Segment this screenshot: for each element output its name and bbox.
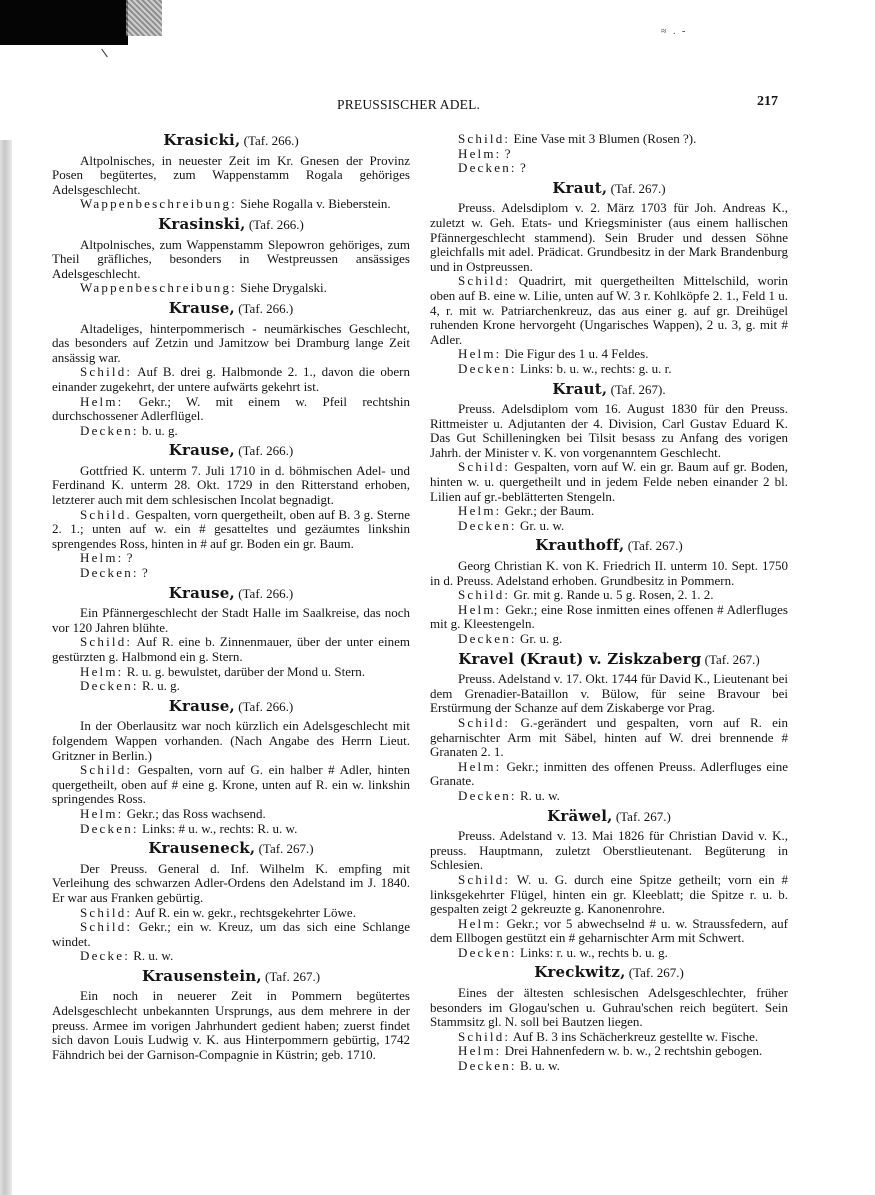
blazon-label: Wappenbeschreibung: bbox=[80, 196, 237, 212]
blazon-decken bbox=[52, 566, 410, 581]
blazon-text: Auf R. eine b. Zinnenmauer, über der unter einem gestürzten g. Halbmond ein g. Stern. bbox=[52, 634, 410, 664]
blazon-text: b. u. g. bbox=[138, 422, 178, 438]
blazon-schild bbox=[430, 873, 788, 917]
blazon-schild bbox=[52, 920, 410, 949]
blazon-text: Gespalten, vorn quergetheilt, oben auf B. 3 g. Sterne 2. 1.; unten auf w. ein # gesatteltes und gezäumtes linkshin sprengendes Ross, hinten in # auf gr. Boden ein gr. Baum. bbox=[52, 506, 410, 551]
entry-description bbox=[430, 559, 788, 588]
blazon-helm bbox=[52, 665, 410, 680]
entry-heading bbox=[52, 966, 410, 985]
plate-reference: (Taf. 267.) bbox=[628, 965, 684, 981]
scan-artifact-tick bbox=[101, 49, 108, 58]
entry-description bbox=[430, 829, 788, 873]
entry-description bbox=[430, 201, 788, 274]
entry-heading bbox=[430, 649, 788, 668]
entry-description bbox=[52, 606, 410, 635]
blazon-text: Gekr.; vor 5 abwechselnd # u. w. Straussfedern, auf dem Ellbogen gestützt ein # geharnischter Arm mit Schwert. bbox=[430, 915, 788, 946]
blazon-label: Schild: bbox=[458, 459, 511, 475]
family-name: Krause, bbox=[168, 441, 235, 460]
blazon-text: Auf B. drei g. Halbmonde 2. 1., davon die obern einander zugekehrt, der untere aufwärts gekehrt ist. bbox=[52, 364, 410, 394]
blazon-label: Helm: bbox=[80, 663, 124, 679]
blazon-text: ? bbox=[516, 160, 526, 176]
blazon-label: Decken: bbox=[458, 517, 517, 533]
blazon-text: ? bbox=[138, 565, 148, 581]
armorial-entry bbox=[52, 966, 410, 1063]
blazon-label: Helm: bbox=[458, 758, 502, 774]
blazon-text: Gekr.; der Baum. bbox=[501, 503, 595, 519]
blazon-wappenbeschreibung bbox=[52, 281, 410, 296]
entry-heading bbox=[52, 443, 410, 459]
blazon-label: Schild: bbox=[80, 904, 133, 920]
family-name: Krause, bbox=[168, 298, 235, 317]
family-name: Krausenstein, bbox=[141, 966, 262, 985]
entry-heading bbox=[52, 583, 410, 602]
blazon-text: Auf B. 3 ins Schächerkreuz gestellte w. Fische. bbox=[510, 1028, 759, 1044]
blazon-decken bbox=[52, 424, 410, 439]
plate-reference: (Taf. 266.) bbox=[248, 216, 304, 232]
blazon-text: Gekr.; inmitten des offenen Preuss. Adlerfluges eine Granate. bbox=[430, 758, 788, 789]
entry-heading bbox=[52, 696, 410, 715]
blazon-schild bbox=[52, 365, 410, 394]
blazon-text: Gr. u. g. bbox=[516, 631, 563, 646]
blazon-label: Decken: bbox=[458, 360, 517, 376]
blazon-text: Ein noch in neuerer Zeit in Pommern begütertes Adelsgeschlecht unbekannten Ursprungs, aus dem mehrere in der preuss. Armee im vorigen Jahrhundert gedient haben; zuerst findet sich davon Louis Ludwig v. K. aus Hinterpommern gebürtig, 1742 Fähndrich bei der Garnison-Compagnie in Küstrin; geb. 1710. bbox=[52, 988, 410, 1062]
blazon-text: Gottfried K. unterm 7. Juli 1710 in d. böhmischen Adel- und Ferdinand K. unterm 28. Okt. 1729 in den Ritterstand erhoben, letzterer auch mit dem schlesischen Incolat begnadigt. bbox=[52, 462, 410, 508]
entry-heading bbox=[430, 965, 788, 981]
blazon-decken bbox=[52, 822, 410, 837]
plate-reference: (Taf. 267). bbox=[610, 381, 666, 397]
blazon-label: Decken: bbox=[458, 787, 517, 803]
blazon-text: Die Figur des 1 u. 4 Feldes. bbox=[501, 346, 649, 362]
running-head: PREUSSISCHER ADEL. bbox=[337, 97, 481, 112]
blazon-text: Auf R. ein w. gekr., rechtsgekehrter Löwe. bbox=[132, 904, 356, 920]
blazon-label: Schild: bbox=[458, 131, 511, 146]
blazon-text: Altpolnisches, zum Wappenstamm Slepowron gehöriges, zum Theil gräfliches, besonders in Westpreussen ansässiges Adelsgeschlecht. bbox=[52, 236, 410, 281]
family-name: Kraut, bbox=[552, 178, 608, 197]
blazon-label: Schild: bbox=[80, 364, 133, 380]
blazon-label: Helm: bbox=[458, 503, 502, 519]
family-name: Kreckwitz, bbox=[534, 963, 626, 982]
blazon-label: Helm: bbox=[458, 1043, 502, 1059]
armorial-entry bbox=[52, 298, 410, 438]
blazon-helm bbox=[430, 504, 788, 519]
plate-reference: (Taf. 266.) bbox=[238, 443, 294, 459]
armorial-entry bbox=[430, 379, 788, 534]
blazon-schild bbox=[430, 1030, 788, 1045]
blazon-label: Schild: bbox=[458, 714, 511, 730]
family-name: Kraut, bbox=[552, 379, 608, 398]
blazon-text: W. u. G. durch eine Spitze getheilt; vorn ein # linksgekehrter Flügel, hinten ein gr. Kleeblatt; die Spitze r. u. b. gespalten zeigt 2 gekreuzte g. Kanonenrohre. bbox=[430, 871, 788, 917]
blazon-text: Gespalten, vorn auf W. ein gr. Baum auf gr. Boden, hinten w. u. quergetheilt und in jedem Felde neben einander 2 bl. Lilien auf gr.-beblätterten Stengeln. bbox=[430, 459, 788, 504]
armorial-entry bbox=[52, 841, 410, 964]
blazon-text: Preuss. Adelsdiplom v. 2. März 1703 für Joh. Andreas K., zuletzt w. Geh. Etats- und Kriegsminister (aus einem hallischen Pfännergeschlecht stammend). Sein Bruder und dessen Söhne gleichfalls mit adel. Prädicat. Grundbesitz in der Mark Brandenburg und in Ostpreussen. bbox=[430, 200, 788, 274]
entry-description bbox=[52, 154, 410, 198]
blazon-text: Gr. mit g. Rande u. 5 g. Rosen, 2. 1. 2. bbox=[510, 587, 714, 603]
family-name: Kräwel, bbox=[547, 806, 613, 825]
blazon-helm bbox=[430, 147, 788, 162]
blazon-helm bbox=[52, 395, 410, 424]
family-name: Krauthoff, bbox=[535, 536, 625, 555]
armorial-entry bbox=[52, 696, 410, 836]
blazon-text: ? bbox=[501, 145, 511, 161]
armorial-entry bbox=[430, 649, 788, 804]
family-name: Krauseneck, bbox=[148, 839, 256, 858]
blazon-label: Wappenbeschreibung: bbox=[80, 280, 237, 296]
blazon-text: R. u. w. bbox=[130, 948, 174, 964]
blazon-text: Preuss. Adelsdiplom vom 16. August 1830 für den Preuss. Rittmeister u. Adjutanten der 4. Division, Carl Gustav Eduard K. Das Gut Schilleningken bei Tilsit besass zu Anfang des vorigen Jahrh. der Minister v. K. von vorgenanntem Geschlecht. bbox=[430, 401, 788, 460]
blazon-text: Gekr.; W. mit einem w. Pfeil rechtshin durchschossener Adlerflügel. bbox=[52, 393, 410, 424]
blazon-text: Gespalten, vorn auf G. ein halber # Adler, hinten quergetheilt, oben auf # eine g. Krone, unten auf R. ein w. linkshin springendes Ross. bbox=[52, 762, 410, 807]
entry-heading bbox=[52, 214, 410, 233]
blazon-text: Links: # u. w., rechts: R. u. w. bbox=[138, 820, 298, 836]
blazon-text: Gekr.; eine Rose inmitten eines offenen # Adlerfluges mit g. Kleestengeln. bbox=[430, 601, 788, 632]
plate-reference: (Taf. 267.) bbox=[615, 808, 671, 824]
blazon-label: Helm: bbox=[80, 550, 124, 566]
blazon-helm bbox=[430, 917, 788, 946]
blazon-text: ? bbox=[123, 550, 133, 566]
page-number: 217 bbox=[757, 94, 778, 109]
family-name: Krasicki, bbox=[163, 131, 241, 149]
blazon-decken bbox=[430, 362, 788, 377]
blazon-helm bbox=[430, 347, 788, 362]
entry-description bbox=[52, 322, 410, 366]
blazon-text: Quadrirt, mit quergetheilten Mittelschild, worin oben auf B. eine w. Lilie, unten auf W. 3 r. Kohlköpfe 2. 1., Feld 1 u. 4, r. mit w. Patriarchenkreuz, das aus einer g. auf gr. Dreihügel ruhenden Krone hervorgeht (Ungarisches Wappen), 2 u. 3, g. mit # Adler. bbox=[430, 273, 788, 347]
blazon-text: B. u. w. bbox=[516, 1058, 560, 1074]
scan-artifact-fringe bbox=[126, 0, 162, 36]
blazon-schild bbox=[430, 588, 788, 603]
blazon-text: Siehe Rogalla v. Bieberstein. bbox=[237, 196, 391, 212]
right-column bbox=[430, 132, 788, 1074]
blazon-helm bbox=[430, 1044, 788, 1059]
blazon-text: Gr. u. w. bbox=[516, 517, 565, 533]
blazon-label: Decken: bbox=[458, 631, 517, 646]
blazon-label: Decken: bbox=[80, 820, 139, 836]
blazon-schild bbox=[52, 763, 410, 807]
entry-description bbox=[430, 672, 788, 716]
blazon-text: R. u. g. bewulstet, darüber der Mond u. Stern. bbox=[123, 663, 366, 679]
plate-reference: (Taf. 267.) bbox=[610, 180, 666, 196]
blazon-label: Decke: bbox=[80, 948, 131, 964]
blazon-schild bbox=[430, 274, 788, 347]
entry-description bbox=[52, 464, 410, 508]
entry-heading bbox=[430, 178, 788, 197]
plate-reference: (Taf. 266.) bbox=[238, 300, 294, 316]
blazon-schild bbox=[52, 635, 410, 664]
armorial-entry bbox=[430, 806, 788, 961]
blazon-text: Links: r. u. w., rechts b. u. g. bbox=[516, 944, 668, 960]
blazon-label: Helm: bbox=[458, 915, 502, 931]
blazon-decken bbox=[430, 1059, 788, 1074]
entry-description bbox=[52, 719, 410, 763]
blazon-label: Schild: bbox=[80, 762, 133, 778]
blazon-helm bbox=[430, 760, 788, 789]
entry-heading bbox=[430, 806, 788, 825]
blazon-text: Altadeliges, hinterpommerisch - neumärkisches Geschlecht, das besonders auf Zetzin und Jamitzow bei Dramburg lange Zeit ansässig war. bbox=[52, 320, 410, 365]
blazon-wappenbeschreibung bbox=[52, 197, 410, 212]
armorial-entry bbox=[52, 214, 410, 296]
blazon-text: In der Oberlausitz war noch kürzlich ein Adelsgeschlecht mit folgendem Wappen vorhanden. (Nach Angabe des Herrn Lieut. Gritzner in Berlin.) bbox=[52, 718, 410, 763]
blazon-schild bbox=[52, 508, 410, 552]
blazon-decken bbox=[430, 519, 788, 534]
blazon-label: Schild: bbox=[458, 871, 511, 887]
blazon-text: Eine Vase mit 3 Blumen (Rosen ?). bbox=[510, 131, 697, 146]
blazon-text: R. u. g. bbox=[138, 678, 180, 694]
blazon-label: Helm: bbox=[458, 601, 502, 617]
blazon-decken bbox=[430, 789, 788, 804]
blazon-label: Helm: bbox=[80, 805, 124, 821]
blazon-label: Schild: bbox=[458, 273, 511, 289]
blazon-decken bbox=[430, 161, 788, 176]
armorial-entry bbox=[52, 583, 410, 694]
blazon-label: Decken: bbox=[458, 944, 517, 960]
blazon-schild bbox=[430, 460, 788, 504]
plate-reference: (Taf. 267.) bbox=[627, 538, 683, 554]
blazon-text: Drei Hahnenfedern w. b. w., 2 rechtshin gebogen. bbox=[501, 1043, 763, 1059]
plate-reference: (Taf. 266.) bbox=[238, 698, 294, 714]
blazon-text: Altpolnisches, in neuester Zeit im Kr. Gnesen der Provinz Posen begütertes, zum Wappenstamm Rogala gehöriges Adelsgeschlecht. bbox=[52, 152, 410, 197]
plate-reference: (Taf. 266.) bbox=[238, 585, 294, 601]
blazon-label: Schild: bbox=[80, 634, 133, 650]
entry-heading bbox=[430, 379, 788, 398]
entry-description bbox=[52, 238, 410, 282]
armorial-entry bbox=[52, 443, 410, 580]
blazon-text: Preuss. Adelstand v. 17. Okt. 1744 für David K., Lieutenant bei dem Grenadier-Bataillon v. Bülow, für seine Bravour bei Erstürmung der Schanze auf dem Ziskaberge vor Prag. bbox=[430, 671, 788, 716]
blazon-text: Gekr.; das Ross wachsend. bbox=[123, 805, 266, 821]
blazon-label: Helm: bbox=[458, 145, 502, 161]
blazon-text: Der Preuss. General d. Inf. Wilhelm K. empfing mit Verleihung des schwarzen Adler-Ordens den Adelstand im J. 1840. Er war aus Franken gebürtig. bbox=[52, 860, 410, 905]
blazon-decken bbox=[52, 679, 410, 694]
entry-heading bbox=[52, 841, 410, 857]
plate-reference: (Taf. 266.) bbox=[243, 133, 299, 148]
entry-heading bbox=[430, 538, 788, 554]
blazon-label: Decken: bbox=[458, 1058, 517, 1074]
blazon-label: Schild: bbox=[458, 1028, 511, 1044]
family-name: Krause, bbox=[168, 583, 235, 602]
blazon-schild bbox=[430, 132, 788, 147]
blazon-text: Gekr.; ein w. Kreuz, um das sich eine Schlange windet. bbox=[52, 919, 410, 949]
blazon-label: Decken: bbox=[80, 678, 139, 694]
continued-entry bbox=[430, 132, 788, 176]
family-name: Krasinski, bbox=[158, 214, 246, 233]
left-column bbox=[52, 128, 410, 1062]
blazon-label: Helm: bbox=[458, 346, 502, 362]
family-name: Kravel (Kraut) v. Ziskzaberg bbox=[458, 649, 702, 668]
blazon-text: R. u. w. bbox=[516, 787, 560, 803]
blazon-decken bbox=[430, 632, 788, 647]
armorial-entry bbox=[430, 538, 788, 646]
entry-description bbox=[52, 862, 410, 906]
blazon-schild bbox=[52, 906, 410, 921]
blazon-text: Eines der ältesten schlesischen Adelsgeschlechter, früher besonders im Glogau'schen u. Guhrau'schen reich begütert. Sein Stammsitz gl. N. soll bei Bautzen liegen. bbox=[430, 985, 788, 1030]
entry-description bbox=[430, 402, 788, 460]
blazon-helm bbox=[430, 603, 788, 632]
blazon-text: Georg Christian K. von K. Friedrich II. unterm 10. Sept. 1750 in d. Preuss. Adelstand erhoben. Grundbesitz in Pommern. bbox=[430, 558, 788, 588]
blazon-text: Ein Pfännergeschlecht der Stadt Halle im Saalkreise, das noch vor 120 Jahren blühte. bbox=[52, 605, 410, 635]
blazon-label: Decken: bbox=[458, 160, 517, 176]
blazon-text: G.-gerändert und gespalten, vorn auf R. ein geharnischter Arm mit Säbel, hinten auf W. drei brennende # Granaten 2. 1. bbox=[430, 714, 788, 760]
blazon-helm bbox=[52, 551, 410, 566]
scan-artifact-marks: ≈ . - bbox=[661, 26, 688, 37]
entry-description bbox=[52, 989, 410, 1062]
entry-heading bbox=[52, 298, 410, 317]
plate-reference: (Taf. 267.) bbox=[265, 968, 321, 984]
armorial-entry bbox=[430, 178, 788, 377]
plate-reference: (Taf. 267.) bbox=[704, 651, 760, 667]
family-name: Krause, bbox=[168, 696, 235, 715]
armorial-entry bbox=[52, 133, 410, 212]
armorial-entry bbox=[430, 965, 788, 1073]
blazon-label: Helm: bbox=[80, 393, 124, 409]
blazon-text: Preuss. Adelstand v. 13. Mai 1826 für Christian David v. K., preuss. Hauptmann, zuletzt Oberstlieutenant. Begüterung in Schlesien. bbox=[430, 828, 788, 873]
blazon-decke bbox=[52, 949, 410, 964]
blazon-text: Links: b. u. w., rechts: g. u. r. bbox=[516, 360, 672, 376]
blazon-label: Schild: bbox=[80, 919, 133, 935]
blazon-label: Schild: bbox=[458, 587, 511, 603]
blazon-schild bbox=[430, 716, 788, 760]
blazon-decken bbox=[430, 946, 788, 961]
blazon-label: Schild. bbox=[80, 506, 132, 522]
entry-heading bbox=[52, 133, 410, 149]
blazon-label: Decken: bbox=[80, 422, 139, 438]
blazon-helm bbox=[52, 807, 410, 822]
scan-artifact-black-block bbox=[0, 0, 128, 45]
blazon-label: Decken: bbox=[80, 565, 139, 581]
blazon-text: Siehe Drygalski. bbox=[237, 280, 327, 296]
plate-reference: (Taf. 267.) bbox=[258, 841, 314, 857]
page-binding-edge bbox=[0, 140, 12, 1195]
entry-description bbox=[430, 986, 788, 1030]
